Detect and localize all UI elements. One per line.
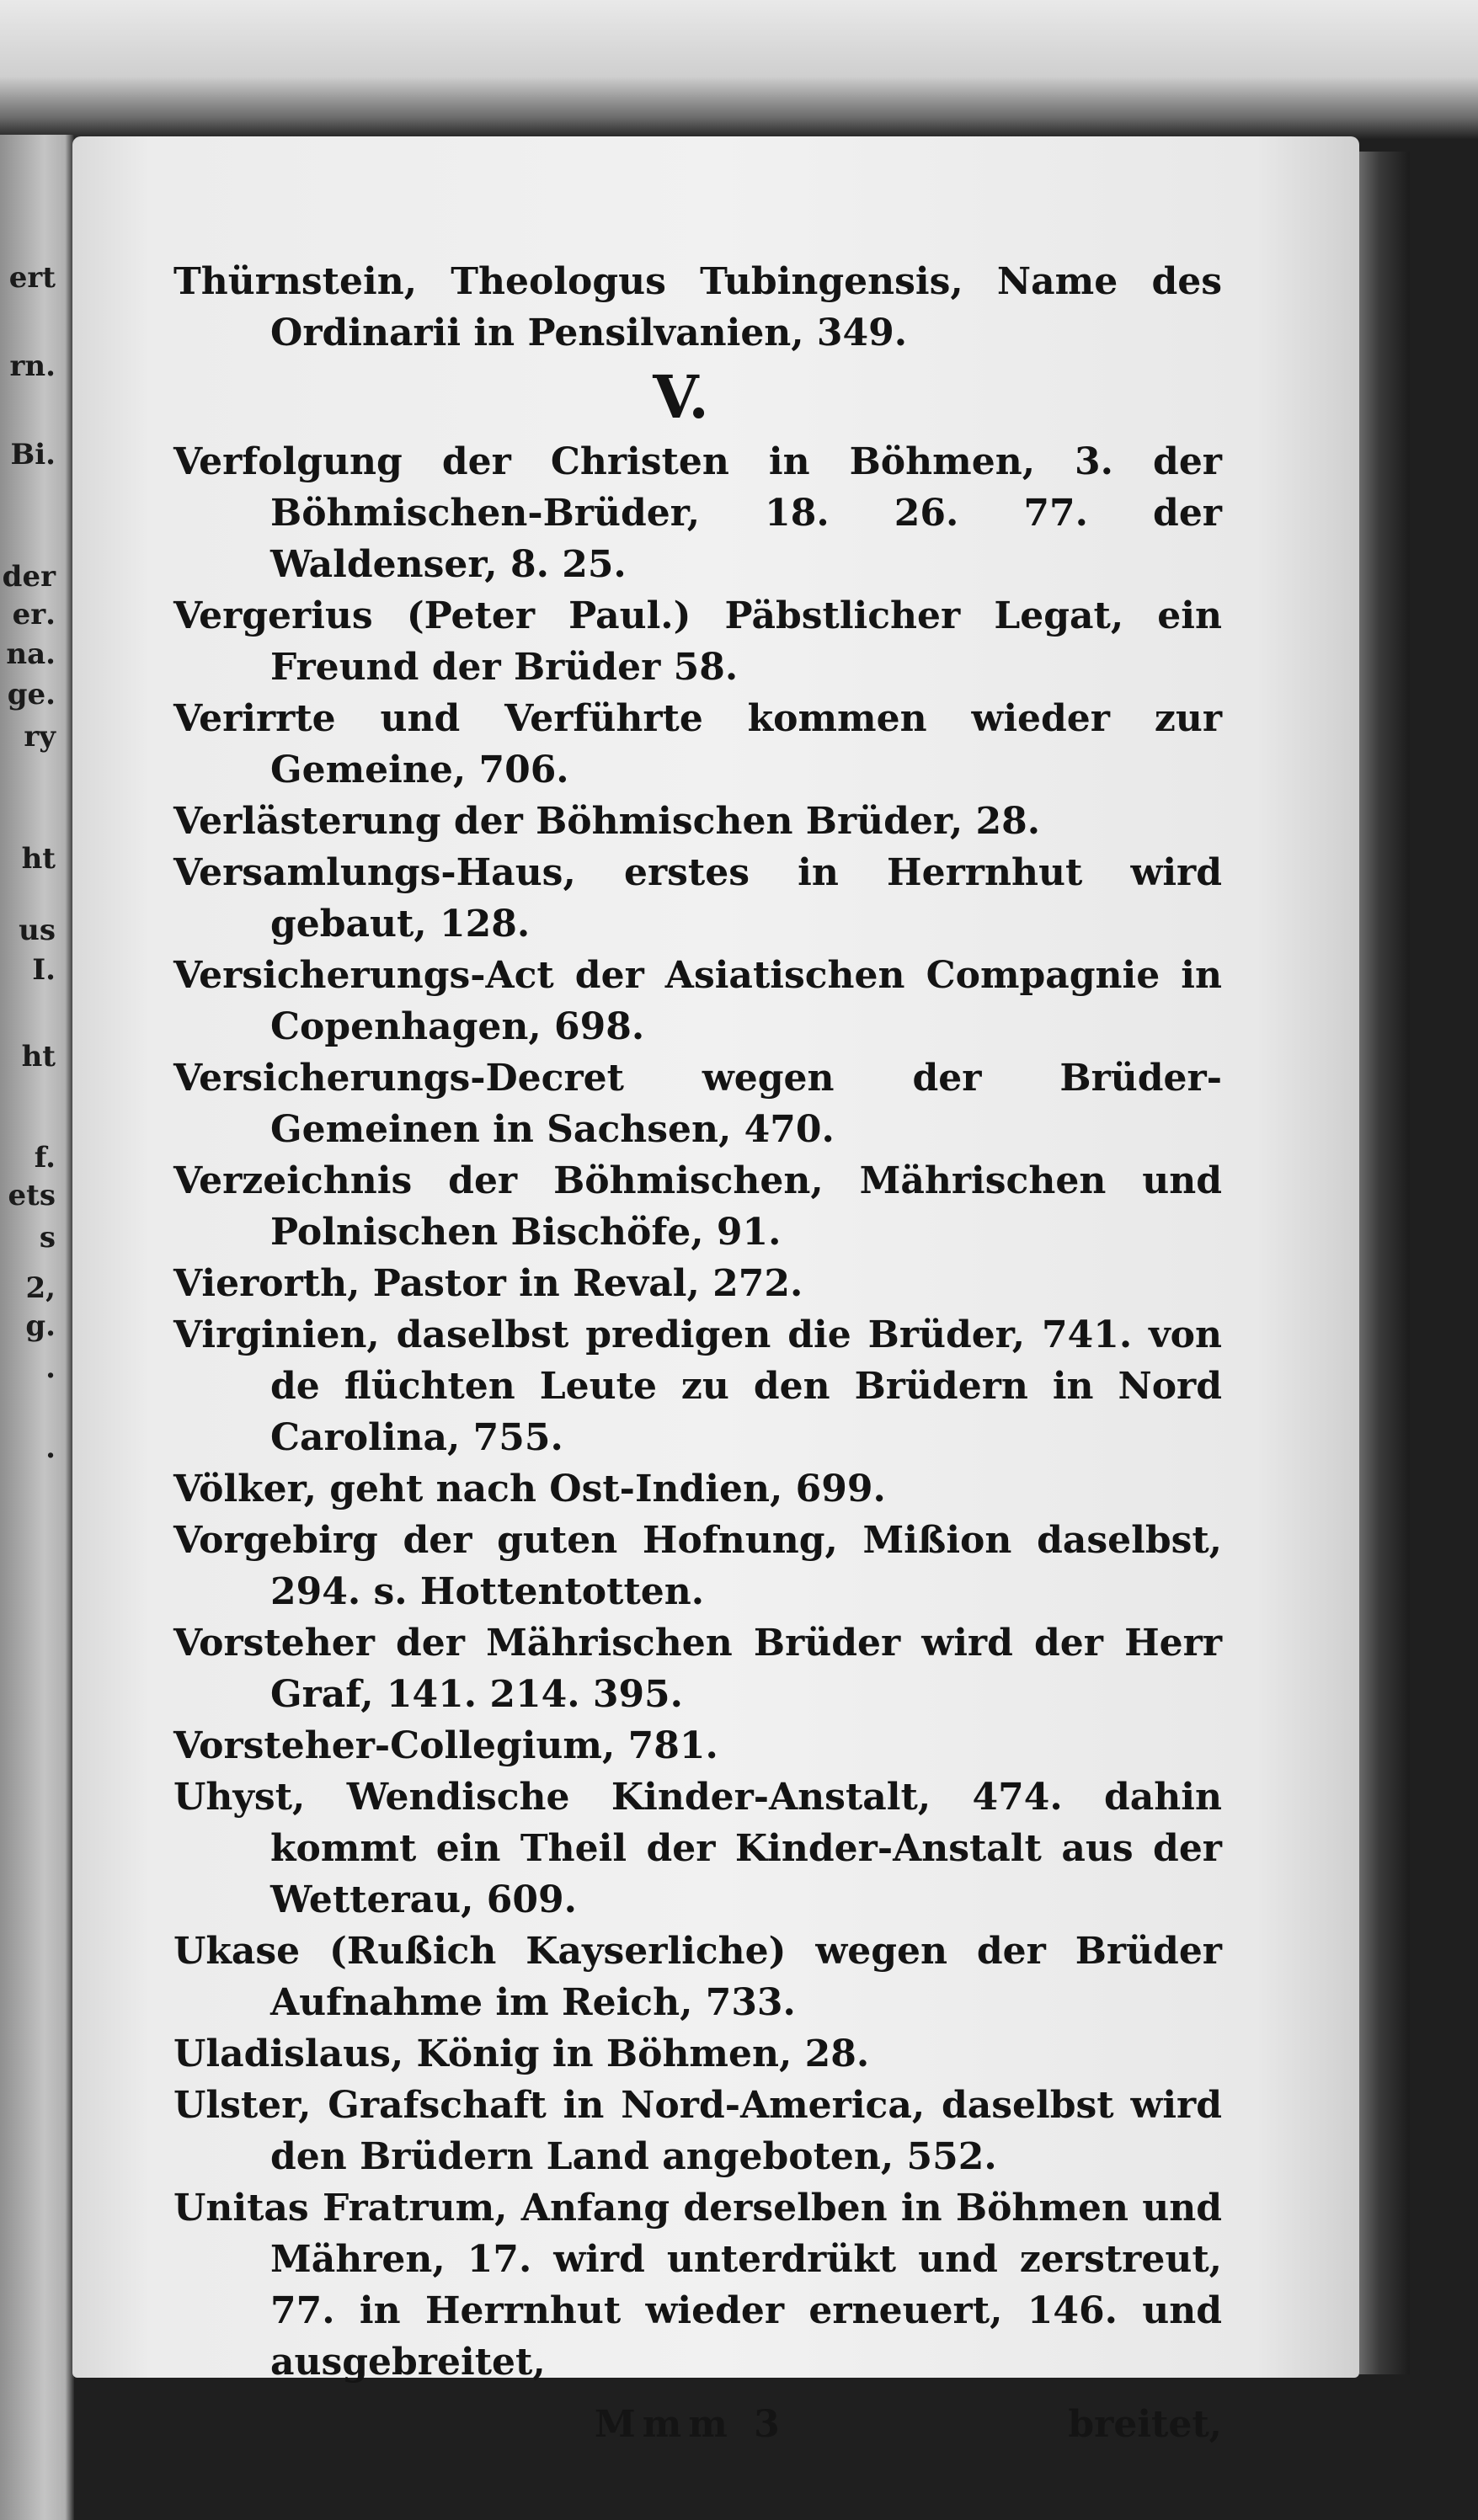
index-entry: Vorgebirg der guten Hofnung, Mißion daselbst, 294. s. Hottentotten. bbox=[173, 1519, 1222, 1613]
facing-page-fragment: ets bbox=[8, 1179, 56, 1212]
facing-page-fragment: ht bbox=[21, 842, 56, 876]
index-entry: Ulster, Grafschaft in Nord-America, daselbst wird den Brüdern Land angeboten, 552. bbox=[173, 2084, 1222, 2178]
facing-page-fragment: s bbox=[39, 1221, 56, 1255]
index-entry: Uhyst, Wendische Kinder-Anstalt, 474. dahin kommt ein Theil der Kinder-Anstalt aus der Wetterau, 609. bbox=[173, 1776, 1222, 1921]
index-entry: Verlästerung der Böhmischen Brüder, 28. bbox=[173, 800, 1041, 843]
index-entry: Vergerius (Peter Paul.) Päbstlicher Legat, ein Freund der Brüder 58. bbox=[173, 594, 1222, 689]
facing-page-fragment: rn․ bbox=[9, 349, 56, 383]
facing-page-fragment: er․ bbox=[12, 598, 56, 631]
index-entry: Versicherungs-Decret wegen der Brüder-Gemeinen in Sachsen, 470. bbox=[173, 1057, 1222, 1151]
facing-page-fragment: ․ bbox=[45, 1351, 56, 1385]
facing-page-fragment: us bbox=[19, 914, 56, 947]
index-entry: Versicherungs-Act der Asiatischen Compagnie in Copenhagen, 698. bbox=[173, 954, 1222, 1048]
catchword: breitet, bbox=[1068, 2403, 1222, 2446]
page-fore-edge bbox=[1359, 152, 1410, 2374]
index-entry: Verzeichnis der Böhmischen, Mährischen und Polnischen Bischöfe, 91. bbox=[173, 1159, 1222, 1254]
facing-page-fragment: I. bbox=[32, 953, 56, 987]
facing-page-fragment: ht bbox=[21, 1040, 56, 1074]
section-letter: V. bbox=[653, 362, 709, 432]
facing-page-fragment: Bi․ bbox=[10, 438, 56, 472]
index-column bbox=[173, 256, 1222, 2450]
index-entry: Unitas Fratrum, Anfang derselben in Böhmen und Mähren, 17. wird unterdrükt und zerstreut, 77. in Herrnhut wieder erneuert, 146. und ausgebreitet, bbox=[173, 2187, 1222, 2384]
index-entry: Vorsteher der Mährischen Brüder wird der Herr Graf, 141. 214. 395. bbox=[173, 1622, 1222, 1716]
page-footer bbox=[173, 2400, 1222, 2450]
index-entry: Völker, geht nach Ost-Indien, 699. bbox=[173, 1468, 886, 1510]
index-entry: Verfolgung der Christen in Böhmen, 3. der Böhmischen-Brüder, 18. 26. 77. der Waldenser, 8. 25. bbox=[173, 440, 1222, 586]
index-entry: Virginien, daselbst predigen die Brüder, 741. von de flüchten Leute zu den Brüdern in Nord Carolina, 755. bbox=[173, 1313, 1222, 1459]
facing-page-fragment: ․ bbox=[45, 1431, 56, 1465]
facing-page-fragment: 2, bbox=[25, 1271, 56, 1305]
facing-page-fragment: ry bbox=[24, 720, 56, 754]
facing-page-fragment: g․ bbox=[25, 1309, 56, 1343]
facing-page-fragment: f. bbox=[34, 1141, 56, 1175]
index-entry: Uladislaus, König in Böhmen, 28. bbox=[173, 2033, 870, 2075]
index-entry: Vorsteher-Collegium, 781. bbox=[173, 1724, 718, 1767]
facing-page-fragment: na․ bbox=[6, 637, 56, 671]
facing-page-fragment: ge․ bbox=[7, 678, 56, 711]
index-entry: Ukase (Rußich Kayserliche) wegen der Brüder Aufnahme im Reich, 733. bbox=[173, 1930, 1222, 2024]
signature-mark: Mmm 3 bbox=[595, 2403, 787, 2446]
facing-page-fragment: der bbox=[2, 560, 56, 594]
index-entry: Thürnstein, Theologus Tubingensis, Name des Ordinarii in Pensilvanien, 349. bbox=[173, 260, 1222, 354]
index-entry: Verirrte und Verführte kommen wieder zur Gemeine, 706. bbox=[173, 697, 1222, 791]
index-entry: Versamlungs-Haus, erstes in Herrnhut wird gebaut, 128. bbox=[173, 851, 1222, 946]
scan-background-top bbox=[0, 0, 1478, 139]
previous-page-edge bbox=[0, 135, 74, 2520]
facing-page-fragment: ert bbox=[8, 261, 56, 295]
index-entry: Vierorth, Pastor in Reval, 272. bbox=[173, 1262, 803, 1305]
book-page bbox=[72, 136, 1359, 2446]
